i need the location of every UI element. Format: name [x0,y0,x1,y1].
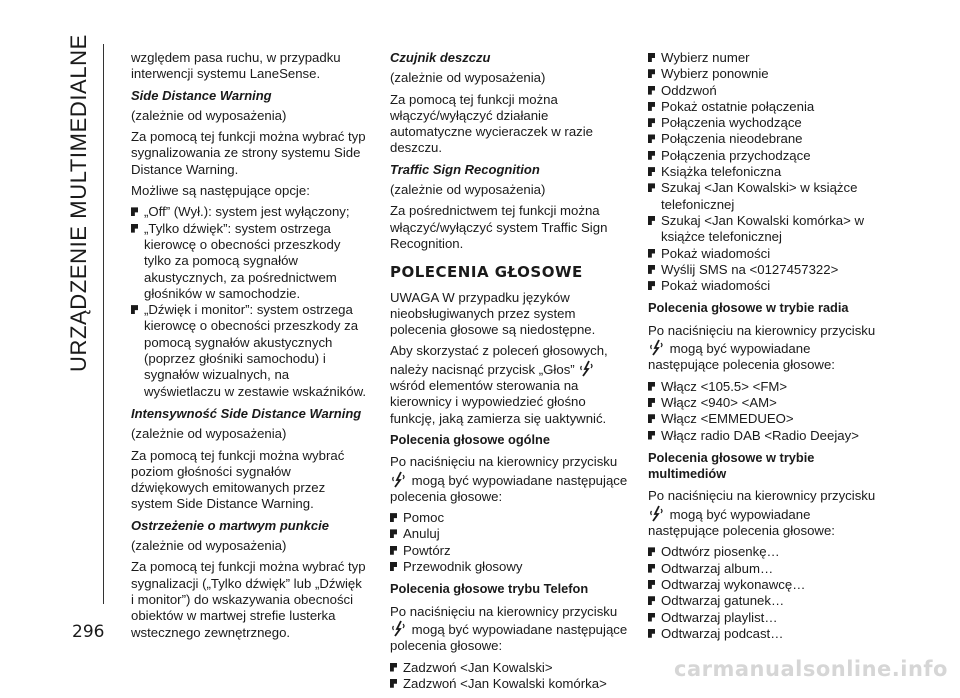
list-item: Wybierz ponownie [648,66,880,82]
list-item: Połączenia nieodebrane [648,131,880,147]
heading-voice-commands: POLECENIA GŁOSOWE [390,263,583,282]
voice-command-icon [650,505,664,522]
list-item: „Off” (Wył.): system jest wyłączony; [131,204,367,220]
list-item: Książka telefoniczna [648,164,880,180]
list-item: Pokaż ostatnie połączenia [648,99,880,115]
general-commands-list [390,510,628,575]
list-item: Odtwarzaj wykonawcę… [648,577,880,593]
list-item: Połączenia wychodzące [648,115,880,131]
list-item: Zadzwoń <Jan Kowalski komórka> [390,676,628,692]
voice-command-icon [392,471,406,488]
list-item: Połączenia przychodzące [648,148,880,164]
heading-media-commands: Polecenia głosowe w trybie multimediów [648,449,815,482]
media-commands-list [648,544,880,642]
voice-command-icon [650,339,664,356]
heading-blind-spot: Ostrzeżenie o martwym punkcie [131,517,329,533]
list-item: Włącz radio DAB <Radio Deejay> [648,428,880,444]
list-item: Anuluj [390,526,628,542]
paragraph: Możliwe są następujące opcje: [131,183,310,199]
paragraph: Za pośrednictwem tej funkcji można włączyć/wyłączyć system Traffic Sign Recognition. [390,203,608,251]
heading-phone-commands: Polecenia głosowe trybu Telefon [390,581,589,597]
paragraph: Po naciśnięciu na kierownicy przycisku mogą być wypowiadane następujące polecenia głosowe: [648,488,876,539]
list-item: Wyślij SMS na <0127457322> [648,262,880,278]
heading-intensity: Intensywność Side Distance Warning [131,405,362,421]
radio-commands-list [648,379,880,444]
list-item: Pomoc [390,510,628,526]
paragraph: Po naciśnięciu na kierownicy przycisku mogą być wypowiadane następujące polecenia głosowe: [390,454,628,504]
list-item: „Tylko dźwięk”: system ostrzega kierowcę o obecności przeszkody tylko za pomocą sygnałów akustycznych, za pośrednictwem głośników w samochodzie. [131,221,367,302]
page-number: 296 [72,622,105,642]
list-item: Odtwórz piosenkę… [648,544,880,560]
section-title-vertical: URZĄDZENIE MULTIMEDIALNE [66,34,91,372]
phone-commands-list-continued [648,50,880,294]
equipment-note: (zależnie od wyposażenia) [390,182,546,198]
list-item: Powtórz [390,543,628,559]
list-item: Włącz <EMMEDUEO> [648,411,880,427]
paragraph: Po naciśnięciu na kierownicy przycisku mogą być wypowiadane następujące polecenia głosowe: [648,322,876,373]
list-item: Szukaj <Jan Kowalski> w książce telefonicznej [648,180,880,213]
column-2 [390,50,628,698]
voice-command-icon [392,620,406,637]
heading-rain-sensor: Czujnik deszczu [390,50,491,65]
equipment-note: (zależnie od wyposażenia) [390,70,546,86]
voice-command-icon [580,360,594,377]
intro-text: względem pasa ruchu, w przypadku interwencji systemu LaneSense. [131,50,341,82]
heading-general-commands: Polecenia głosowe ogólne [390,431,550,447]
equipment-note: (zależnie od wyposażenia) [131,426,287,442]
list-item: Szukaj <Jan Kowalski komórka> w książce telefonicznej [648,213,880,246]
equipment-note: (zależnie od wyposażenia) [131,107,287,123]
list-item: Odtwarzaj podcast… [648,626,880,642]
list-item: „Dźwięk i monitor”: system ostrzega kierowcę o obecności przeszkody za pomocą sygnałów akustycznych (poprzez głośniki samochodu) i sygnałów wizualnych, na wyświetlaczu w zestawie wskaźników. [131,302,367,400]
options-list [131,204,367,400]
side-divider [103,44,104,604]
paragraph: Za pomocą tej funkcji można wybrać typ sygnalizacji („Tylko dźwięk” lub „Dźwięk i monitor”) do wskazywania obecności obiektów w martwej strefie lusterka wstecznego zewnętrznego. [131,559,366,640]
warning-text: UWAGA W przypadku języków nieobsługiwanych przez system polecenia głosowe są niedostępne. [390,289,596,338]
paragraph: Po naciśnięciu na kierownicy przycisku mogą być wypowiadane następujące polecenia głosowe: [390,603,628,654]
paragraph: Za pomocą tej funkcji można wybrać typ sygnalizowania ze strony systemu Side Distance Warning. [131,129,366,177]
list-item: Odtwarzaj gatunek… [648,593,880,609]
paragraph: Za pomocą tej funkcji można włączyć/wyłączyć działanie automatyczne wycieraczek w razie deszczu. [390,91,594,156]
paragraph-voice-usage: Aby skorzystać z poleceń głosowych, należy nacisnąć przycisk „Głos” wśród elementów sterowania na kierownicy i wypowiedzieć głośno funkcję, jaką zamierza się uaktywnić. [390,343,608,426]
equipment-note: (zależnie od wyposażenia) [131,538,287,554]
list-item: Zadzwoń <Jan Kowalski> [390,660,628,676]
list-item: Odtwarzaj playlist… [648,610,880,626]
list-item: Odtwarzaj album… [648,561,880,577]
list-item: Przewodnik głosowy [390,559,628,575]
heading-traffic-sign: Traffic Sign Recognition [390,161,540,177]
column-1 [131,50,367,646]
list-item: Pokaż wiadomości [648,278,880,294]
list-item: Pokaż wiadomości [648,246,880,262]
column-3 [648,50,880,648]
paragraph: Za pomocą tej funkcji można wybrać poziom głośności sygnałów dźwiękowych emitowanych przez system Side Distance Warning. [131,447,345,512]
list-item: Oddzwoń [648,83,880,99]
list-item: Wybierz numer [648,50,880,66]
heading-radio-commands: Polecenia głosowe w trybie radia [648,300,849,316]
list-item: Włącz <105.5> <FM> [648,379,880,395]
site-watermark: carmanualsonline.info [674,657,948,681]
heading-side-distance-warning: Side Distance Warning [131,87,272,103]
list-item: Włącz <940> <AM> [648,395,880,411]
